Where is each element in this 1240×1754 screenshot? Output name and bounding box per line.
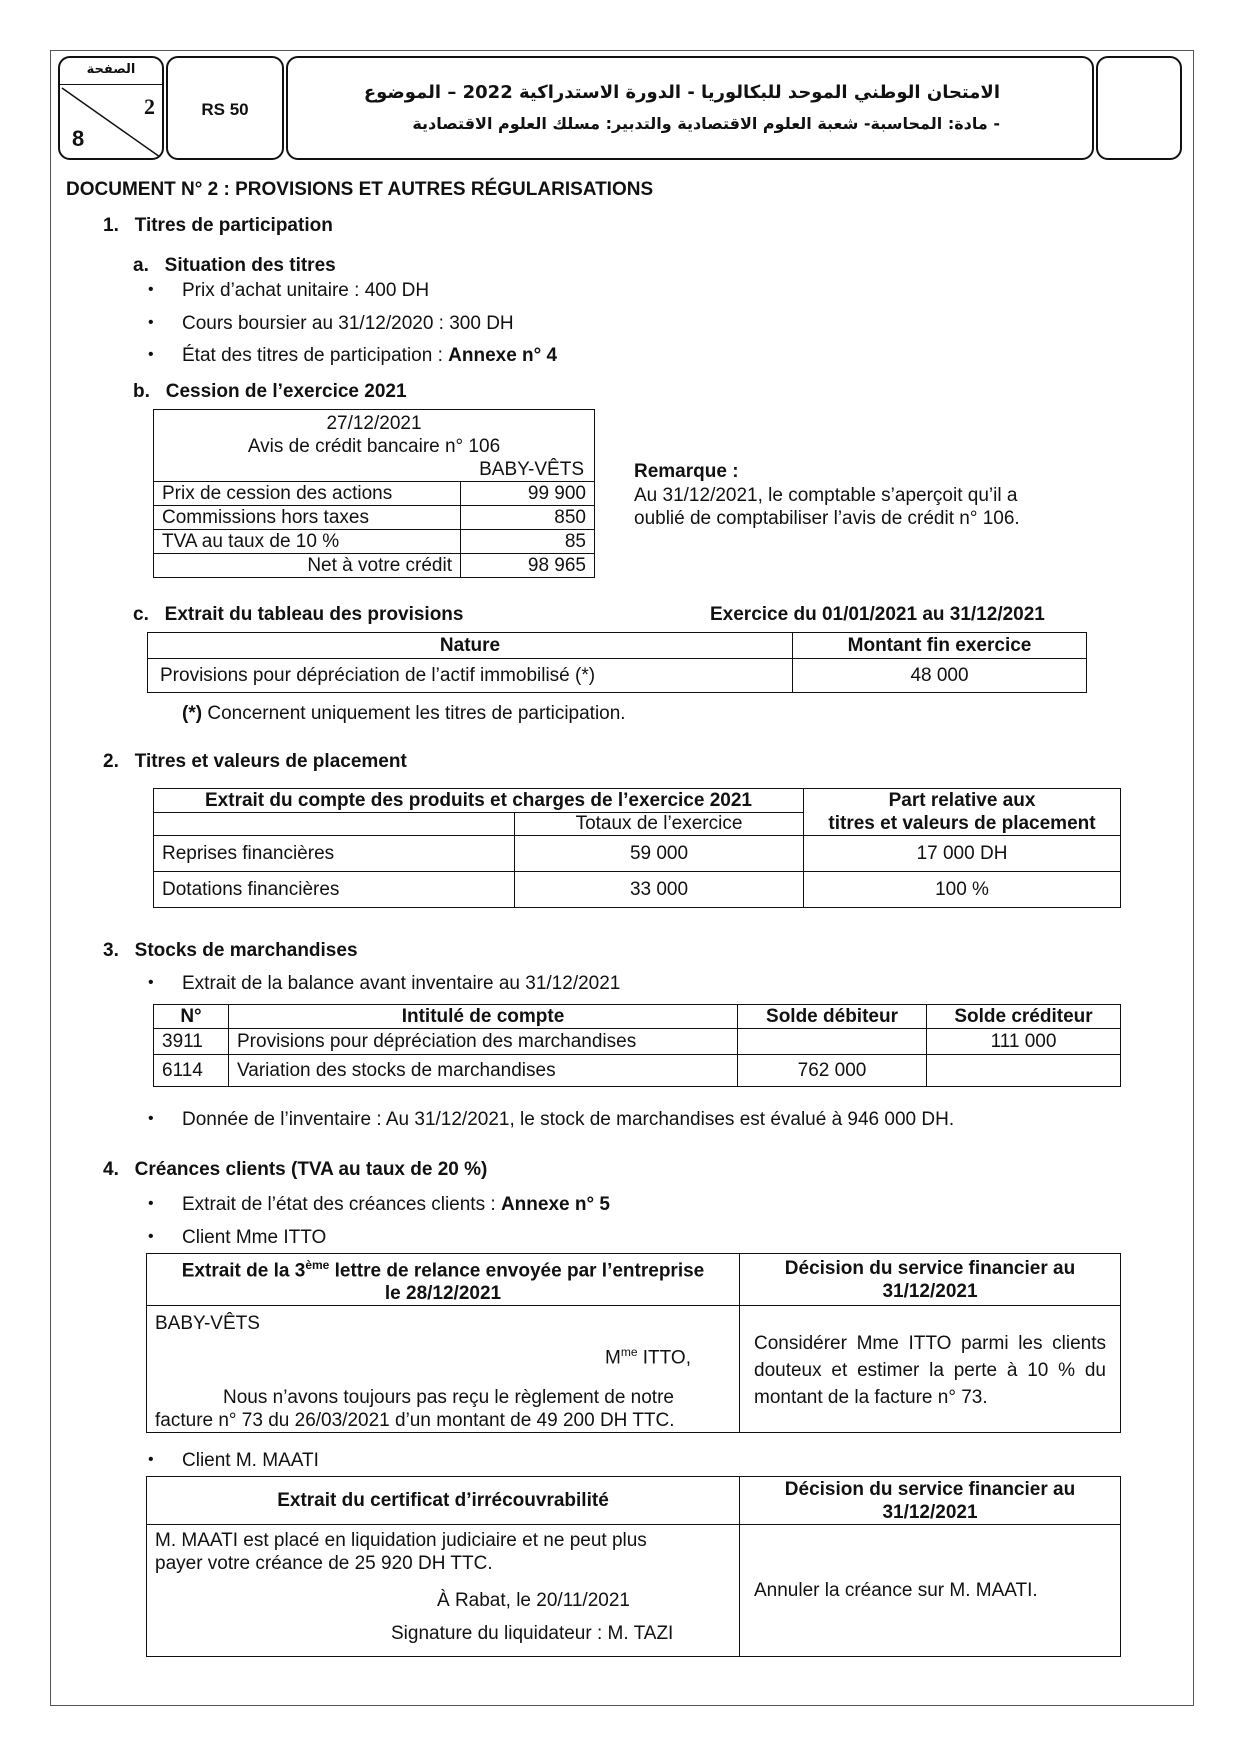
- itto-letter-cell: [147, 1306, 740, 1432]
- maati-table: [146, 1476, 1121, 1657]
- s1c-title: c. Extrait du tableau des provisions: [133, 604, 464, 625]
- itto-recipient: [155, 1341, 731, 1369]
- itto-body-line1: Nous n’avons toujours pas reçu le règlement de notre: [223, 1386, 674, 1408]
- placement-header-part-2: titres et valeurs de placement: [828, 813, 1096, 834]
- itto-header-left-a: Extrait de la 3: [181, 1260, 306, 1282]
- placement-header-empty: [154, 813, 515, 836]
- itto-sender: BABY-VÊTS: [155, 1313, 260, 1335]
- placement-header-totals: Totaux de l’exercice: [515, 813, 804, 836]
- itto-header-left-line1: [155, 1254, 731, 1282]
- itto-table: [146, 1253, 1121, 1433]
- balance-row-n: 3911: [154, 1029, 229, 1055]
- avis-net-label: Net à votre crédit: [154, 554, 461, 578]
- subject-code: RS 50: [201, 100, 249, 119]
- itto-header-left-b: lettre de relance envoyée par l’entreprise: [329, 1260, 705, 1282]
- balance-header-debit: Solde débiteur: [738, 1005, 927, 1029]
- maati-header-right: [740, 1477, 1121, 1525]
- s1a-title: a. Situation des titres: [133, 255, 336, 276]
- s1-bullet-1: • Prix d’achat unitaire : 400 DH: [182, 280, 429, 302]
- page-label: الصفحة: [86, 62, 136, 77]
- itto-recipient-a: M: [605, 1347, 621, 1369]
- s1-bullet-3-text: État des titres de participation :: [182, 345, 449, 366]
- balance-row-n: 6114: [154, 1055, 229, 1087]
- s3-bullet-1: • Extrait de la balance avant inventaire au 31/12/2021: [182, 973, 620, 995]
- balance-row-debit: 762 000: [738, 1055, 927, 1087]
- maati-header-right-1: Décision du service financier au: [784, 1478, 1076, 1500]
- s1c-period: Exercice du 01/01/2021 au 31/12/2021: [710, 604, 1045, 625]
- itto-header-left-line2: le 28/12/2021: [384, 1283, 502, 1305]
- s3-bullet-2: • Donnée de l’inventaire : Au 31/12/2021, le stock de marchandises est évalué à 946 000 DH.: [182, 1109, 954, 1131]
- exam-title-line1: الامتحان الوطني الموحد للبكالوريا - الدورة الاستدراكية 2022 – الموضوع: [363, 82, 1000, 103]
- s1b-title: b. Cession de l’exercice 2021: [133, 381, 407, 402]
- balance-row-label: Variation des stocks de marchandises: [229, 1055, 738, 1087]
- prov-note-star: (*): [182, 703, 203, 724]
- avis-date: 27/12/2021: [326, 413, 422, 434]
- s4-bullet-1-text: Extrait de l’état des créances clients :: [182, 1194, 501, 1215]
- placement-row-part: 100 %: [804, 872, 1121, 908]
- remarque-title: Remarque :: [634, 461, 739, 482]
- balance-row-credit: [927, 1055, 1121, 1087]
- avis-row-value: 850: [461, 506, 595, 530]
- s1-title: 1. Titres de participation: [103, 215, 333, 236]
- s4-bullet-1-annexe: Annexe n° 5: [500, 1194, 610, 1215]
- placement-row-label: Reprises financières: [154, 836, 515, 872]
- s4-bullet-1: [182, 1194, 610, 1216]
- prov-row-value: 48 000: [793, 659, 1087, 693]
- itto-header-right: [740, 1254, 1121, 1306]
- s1-bullet-2: • Cours boursier au 31/12/2020 : 300 DH: [182, 313, 514, 335]
- maati-place-date: À Rabat, le 20/11/2021: [437, 1590, 630, 1611]
- maati-body-line1: M. MAATI est placé en liquidation judiciaire et ne peut plus: [155, 1530, 647, 1551]
- avis-row-value: 85: [461, 530, 595, 554]
- page-number-box: [58, 56, 164, 160]
- remarque-line1: Au 31/12/2021, le comptable s’aperçoit qu’il a: [634, 485, 1018, 506]
- placement-table: [153, 788, 1121, 908]
- prov-note: [182, 703, 626, 725]
- s3-title: 3. Stocks de marchandises: [103, 940, 358, 961]
- empty-header-box: [1096, 56, 1182, 160]
- itto-body-line2: facture n° 73 du 26/03/2021 d’un montant de 49 200 DH TTC.: [155, 1409, 675, 1431]
- remarque-line2: oublié de comptabiliser l’avis de crédit n° 106.: [634, 508, 1020, 529]
- s4-bullet-3: • Client M. MAATI: [182, 1450, 319, 1472]
- maati-body-line2: payer votre créance de 25 920 DH TTC.: [155, 1553, 493, 1574]
- page-total: 8: [72, 126, 85, 151]
- avis-title: Avis de crédit bancaire n° 106: [247, 436, 501, 457]
- avis-net-value: 98 965: [461, 554, 595, 578]
- placement-row-part: 17 000 DH: [804, 836, 1121, 872]
- balance-row-label: Provisions pour dépréciation des marchandises: [229, 1029, 738, 1055]
- placement-row-label: Dotations financières: [154, 872, 515, 908]
- maati-header-right-2: 31/12/2021: [882, 1501, 978, 1523]
- prov-note-text: Concernent uniquement les titres de participation.: [202, 703, 626, 724]
- avis-row-label: TVA au taux de 10 %: [154, 530, 461, 554]
- itto-header-right-2: 31/12/2021: [882, 1280, 978, 1302]
- s4-title: 4. Créances clients (TVA au taux de 20 %): [103, 1159, 488, 1180]
- maati-certificate-cell: [147, 1525, 740, 1657]
- prov-header-nature: Nature: [148, 633, 793, 659]
- s1-bullet-3-annexe: Annexe n° 4: [448, 345, 558, 366]
- balance-header-n: N°: [154, 1005, 229, 1029]
- itto-recipient-b: ITTO,: [637, 1347, 691, 1369]
- maati-signature: Signature du liquidateur : M. TAZI: [391, 1623, 674, 1644]
- prov-row-label: Provisions pour dépréciation de l’actif immobilisé (*): [148, 659, 793, 693]
- balance-row-credit: 111 000: [927, 1029, 1121, 1055]
- avis-row-label: Prix de cession des actions: [154, 482, 461, 506]
- subject-code-box: [166, 56, 284, 160]
- itto-header-left-sup: ème: [305, 1258, 330, 1272]
- placement-header-part-1: Part relative aux: [888, 790, 1036, 811]
- s4-bullet-2: • Client Mme ITTO: [182, 1227, 326, 1249]
- itto-header-left: [147, 1254, 740, 1306]
- exam-title-line2: - مادة: المحاسبة- شعبة العلوم الاقتصادية والتدبير: مسلك العلوم الاقتصادية: [412, 114, 1000, 133]
- exam-title-box: [286, 56, 1094, 160]
- provisions-table: [147, 632, 1087, 693]
- balance-row-debit: [738, 1029, 927, 1055]
- avis-row-value: 99 900: [461, 482, 595, 506]
- balance-table: [153, 1004, 1121, 1087]
- placement-row-total: 59 000: [515, 836, 804, 872]
- placement-header-part: [804, 789, 1121, 836]
- avis-company: BABY-VÊTS: [479, 459, 584, 480]
- maati-decision: Annuler la créance sur M. MAATI.: [740, 1525, 1121, 1657]
- s1-bullet-3: [182, 345, 557, 367]
- itto-header-right-1: Décision du service financier au: [784, 1257, 1076, 1279]
- s2-title: 2. Titres et valeurs de placement: [103, 751, 407, 772]
- avis-header-cell: [154, 410, 595, 482]
- placement-header-main: Extrait du compte des produits et charges de l’exercice 2021: [154, 789, 804, 813]
- balance-header-label: Intitulé de compte: [229, 1005, 738, 1029]
- avis-credit-table: [153, 409, 595, 578]
- maati-header-left: Extrait du certificat d’irrécouvrabilité: [147, 1477, 740, 1525]
- prov-header-amount: Montant fin exercice: [793, 633, 1087, 659]
- itto-recipient-sup: me: [620, 1345, 638, 1360]
- avis-row-label: Commissions hors taxes: [154, 506, 461, 530]
- doc-title: DOCUMENT N° 2 : PROVISIONS ET AUTRES RÉGULARISATIONS: [66, 179, 654, 200]
- page-current: 2: [144, 94, 155, 119]
- placement-row-total: 33 000: [515, 872, 804, 908]
- balance-header-credit: Solde créditeur: [927, 1005, 1121, 1029]
- itto-decision: Considérer Mme ITTO parmi les clients douteux et estimer la perte à 10 % du montant de la facture n° 73.: [740, 1306, 1121, 1432]
